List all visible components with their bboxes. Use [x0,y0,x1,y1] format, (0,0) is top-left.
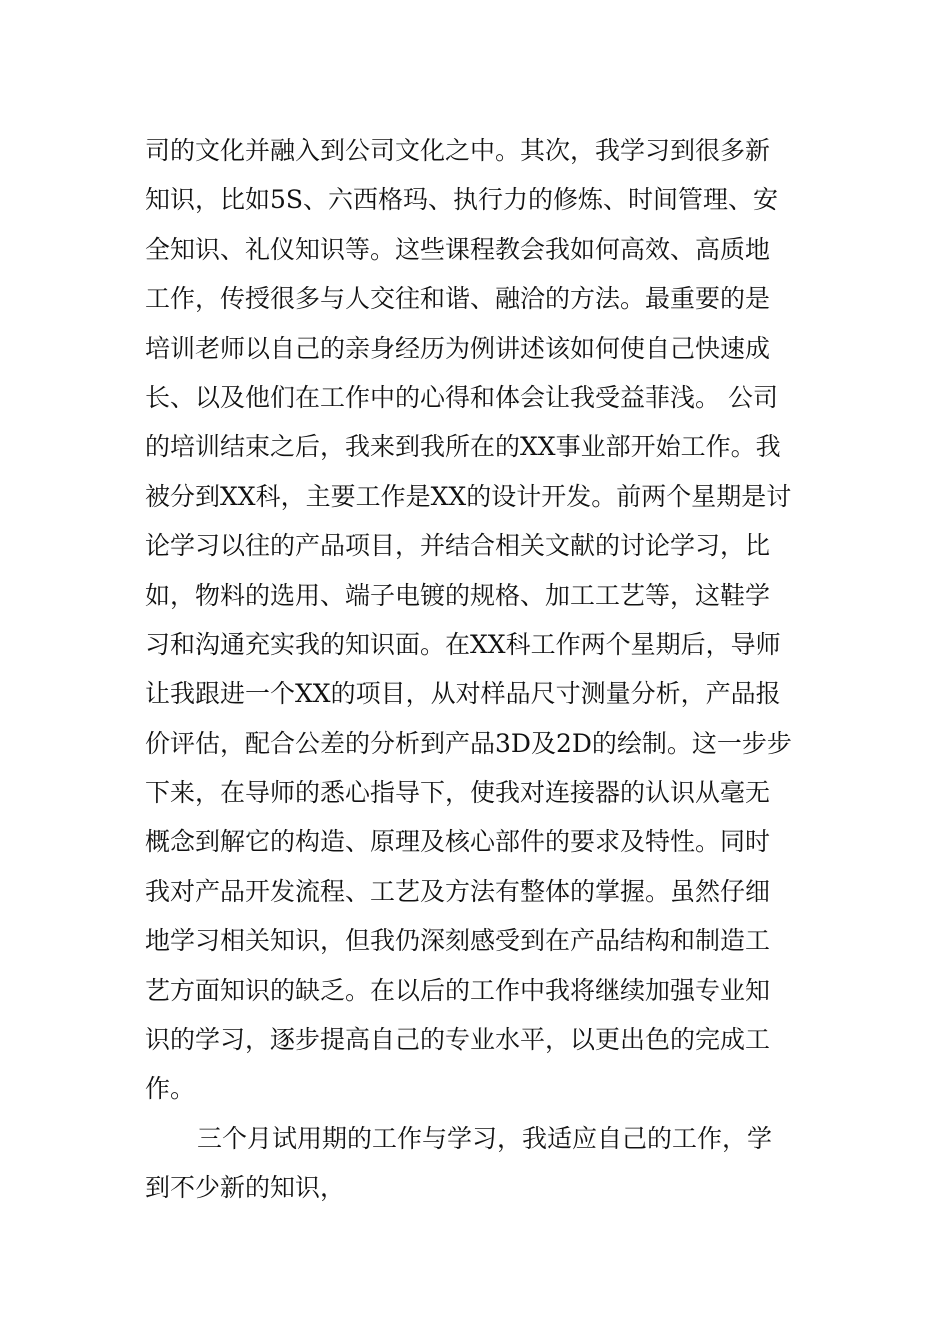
text-line: 三个月试用期的工作与学习，我适应自己的工作，学 [197,1123,773,1153]
document-body [145,126,815,1213]
text-line: 工作，传授很多与人交往和谐、融洽的方法。最重要的是 [145,284,771,314]
text-line: 司的文化并融入到公司文化之中。其次，我学习到很多新 [145,136,771,165]
paragraph-2 [145,1114,815,1213]
text-line: 被分到XX科，主要工作是XX的设计开发。前两个星期是讨 [145,481,792,511]
text-line: 的培训结束之后，我来到我所在的XX事业部开始工作。我 [145,432,781,462]
text-line: 下来，在导师的悉心指导下，使我对连接器的认识从毫无 [145,778,771,808]
text-line: 如，物料的选用、端子电镀的规格、加工工艺等，这鞋学 [145,580,771,610]
text-line: 作。 [145,1074,196,1104]
text-line: 地学习相关知识，但我仍深刻感受到在产品结构和制造工 [145,926,771,956]
text-line: 我对产品开发流程、工艺及方法有整体的掌握。虽然仔细 [145,876,771,906]
text-line: 概念到解它的构造、原理及核心部件的要求及特性。同时 [145,827,771,857]
paragraph-1 [145,126,815,1114]
text-line: 价评估，配合公差的分析到产品3D及2D的绘制。这一步步 [145,728,792,758]
text-line: 习和沟通充实我的知识面。在XX科工作两个星期后，导师 [145,629,781,659]
text-line: 艺方面知识的缺乏。在以后的工作中我将继续加强专业知 [145,975,771,1005]
text-line: 让我跟进一个XX的项目，从对样品尺寸测量分析，产品报 [145,679,781,709]
text-line: 到不少新的知识， [145,1173,346,1203]
text-line: 识的学习，逐步提高自己的专业水平，以更出色的完成工 [145,1025,771,1055]
text-line: 培训老师以自己的亲身经历为例讲述该如何使自己快速成 [145,333,771,363]
text-line: 知识，比如5S、六西格玛、执行力的修炼、时间管理、安 [145,185,779,215]
text-line: 长、以及他们在工作中的心得和体会让我受益菲浅。 公司 [145,382,778,412]
text-line: 论学习以往的产品项目，并结合相关文献的讨论学习，比 [145,531,771,561]
text-line: 全知识、礼仪知识等。这些课程教会我如何高效、高质地 [145,234,771,264]
